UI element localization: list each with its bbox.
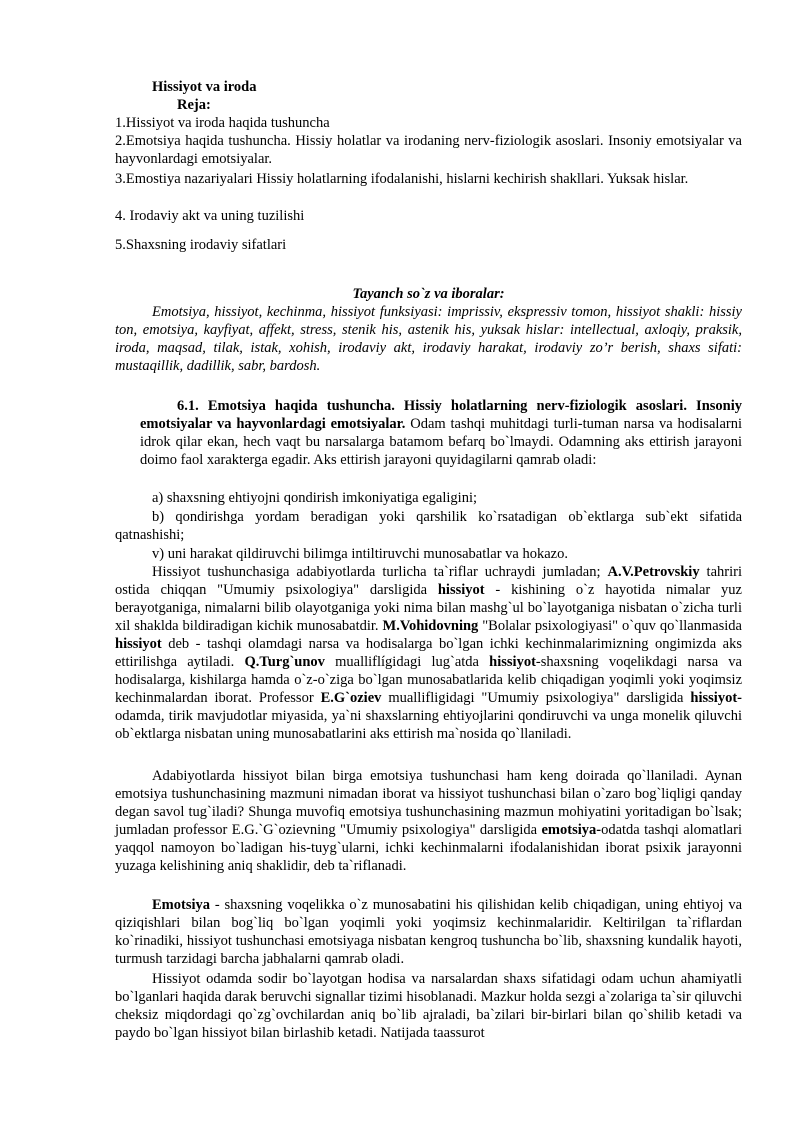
plan-item-3: 3.Emostiya nazariyalari Hissiy holatlarning ifodalanishi, hislarni kechirish shakllari. Yuksak hislar. xyxy=(115,171,689,187)
plan-item-1: 1.Hissiyot va iroda haqida tushuncha xyxy=(115,115,330,131)
text-run: - shaxsning voqelikka o`z munosabatini his qilishidan kelib chiqadigan, uning ehtiyoj va qiziqishlari bilan bog`liq bo`lgan yoqimli yoki yoqimsiz kechinmalaridir. Keltirilgan ta`riflardan ko`rinadiki, hissiyot tushunchasi emotsiyaga nisbatan kengroq tushuncha bo`lib, shaxsning kundalik hayoti, turmush tarzidagi barcha jabhalarni qamrab oladi. xyxy=(115,897,742,967)
text-run: Adabiyotlarda hissiyot bilan birga emotsiya tushunchasi ham keng doirada qo`llaniladi. Aynan emotsiya tushunchasining mazmuni nimadan iborat va hissiyot tushunchasi bilan o`zaro bog`liqligi qanday degan savol tug`iladi? Shunga muvofiq emotsiya tushunchasining mazmun mohiyatini yoritadigan bo`lsak; jumladan professor E.G.`G`ozievning "Umumiy psixologiya" darsligida xyxy=(115,768,742,838)
text-run: tahriri ostida chiqqan "Umumiy psixologiya" darsligida xyxy=(115,564,742,598)
author-name: E.G`oziev xyxy=(320,690,382,706)
text-run: "Bolalar psixologiyasi" o`quv qo`llanmasida xyxy=(478,618,742,634)
paragraph-emotion-concept xyxy=(115,767,742,875)
keywords-heading: Tayanch so`z va iboralar: xyxy=(352,286,505,302)
term: hissiyot- xyxy=(690,690,742,706)
text-run: -shaxsning voqelikdagi narsa va hodisalarga, kishilarga hamda o`z-o`ziga bo`lgan munosabatlarida kelib chiqadigan yoqimli yoki yoqimsiz kechinmalardan iborat. Professor xyxy=(115,654,742,706)
plan-item-2: 2.Emotsiya haqida tushuncha. Hissiy holatlar va irodaning nerv-fiziologik asoslari. Insoniy emotsiyalar va hayvonlardagi emotsiyalar. xyxy=(115,133,742,167)
plan-item-5: 5.Shaxsning irodaviy sifatlari xyxy=(115,237,287,253)
text-run: Hissiyot tushunchasiga adabiyotlarda turlicha ta`riflar uchraydi jumladan; xyxy=(152,564,608,580)
section-heading-paragraph xyxy=(140,397,742,469)
text-run: deb - tashqi olamdagi narsa va hodisalarga bo`lgan ichki kechinmalarimizning ongimizda aks ettirilishga aytiladi. xyxy=(115,636,742,670)
term: hissiyot xyxy=(115,636,162,652)
paragraph-definitions xyxy=(115,563,742,743)
plan-label: Reja: xyxy=(177,97,211,113)
text-run: odatda tashqi alomatlari yaqqol namoyon bo`ladigan his-tuyg`ularni, ichki kechinmalarni ifodalanishidan iborat psixik jarayonni yuzaga kelishining aniq shaklidir, deb ta`riflanadi. xyxy=(115,822,742,874)
text-run: - kishining o`z hayotida nimalar yuz berayotganiga, nimalarni bilib olayotganiga yoki nima bilan mashg`ul bo`layotganiga nisbatan o`zicha turli xil shaklda bildiradigan kichik munosabatdir. xyxy=(115,582,742,634)
document-title: Hissiyot va iroda xyxy=(152,79,257,95)
term: emotsiya- xyxy=(541,822,602,838)
list-item-b: b) qondirishga yordam beradigan yoki qarshilik ko`rsatadigan ob`ektlarga sub`ekt sifatida qatnashishi; xyxy=(115,509,742,543)
term: hissiyot xyxy=(437,582,485,598)
section-heading: 6.1. Emotsiya haqida tushuncha. Hissiy holatlarning nerv-fiziologik asoslari. Insoniy emotsiyalar va hayvonlardagi emotsiyalar. xyxy=(140,398,742,432)
author-name: Q.Turg`unov xyxy=(244,654,325,670)
text-run: odamda, tirik mavjudotlar miyasida, ya`ni shaxslarning ehtiyojlarini qondiruvchi va unga monelik qiluvchi ob`ektlarga nisbatan uning munosabatlarini aks ettirish ma`nosida qo`llaniladi. xyxy=(115,708,742,742)
term: Emotsiya xyxy=(152,897,210,913)
keywords-text: Emotsiya, hissiyot, kechinma, hissiyot funksiyasi: imprissiv, ekspressiv tomon, hissiyot shakli: hissiy ton, emotsiya, kayfiyat, affekt, stress, stenik his, astenik his, yuksak hislar: intellectual, axloqiy, praksik, iroda, maqsad, tilak, istak, xohish, irodaviy akt, irodaviy harakat, irodaviy zo’r berish, shaxs sifati: mustaqillik, dadillik, sabr, bardosh. xyxy=(115,304,742,374)
paragraph-emotion-definition xyxy=(115,896,742,968)
term: hissiyot xyxy=(489,654,536,670)
text-run: mualliflígidagi lug`atda xyxy=(324,654,490,670)
author-name: A.V.Petrovskiy xyxy=(607,564,700,580)
list-item-a: a) shaxsning ehtiyojni qondirish imkoniyatiga egaligini; xyxy=(152,490,477,506)
text-run: muallifligidagi "Umumiy psixologiya" darsligida xyxy=(381,690,691,706)
list-item-v: v) uni harakat qildiruvchi bilimga intiltiruvchi munosabatlar va hokazo. xyxy=(152,546,568,562)
section-intro: Odam tashqi muhitdagi turli-tuman narsa va hodisalarni idrok qilar ekan, hech vaqt bu narsalarga batamom befarq bo`lmaydi. Odamning aks ettirish jarayoni doimo faol xarakterga egadir. Aks ettirish jarayoni quyidagilarni qamrab oladi: xyxy=(140,416,742,468)
plan-item-4: 4. Irodaviy akt va uning tuzilishi xyxy=(115,208,305,224)
author-name: M.Vohidovning xyxy=(382,618,479,634)
paragraph-signals: Hissiyot odamda sodir bo`layotgan hodisa va narsalardan shaxs sifatidagi odam uchun ahamiyatli bo`lganlari haqida darak beruvchi signallar tizimi hisoblanadi. Mazkur holda sezgi a`zolariga ta`sir qiluvchi cheksiz miqdordagi qo`zg`ovchilardan aniq bo`lib ajraladi, ba`zilari bir-birlari bilan qo`shilib ketadi va paydo bo`lgan hissiyot bilan birlashib ketadi. Natijada taassurot xyxy=(115,971,742,1041)
